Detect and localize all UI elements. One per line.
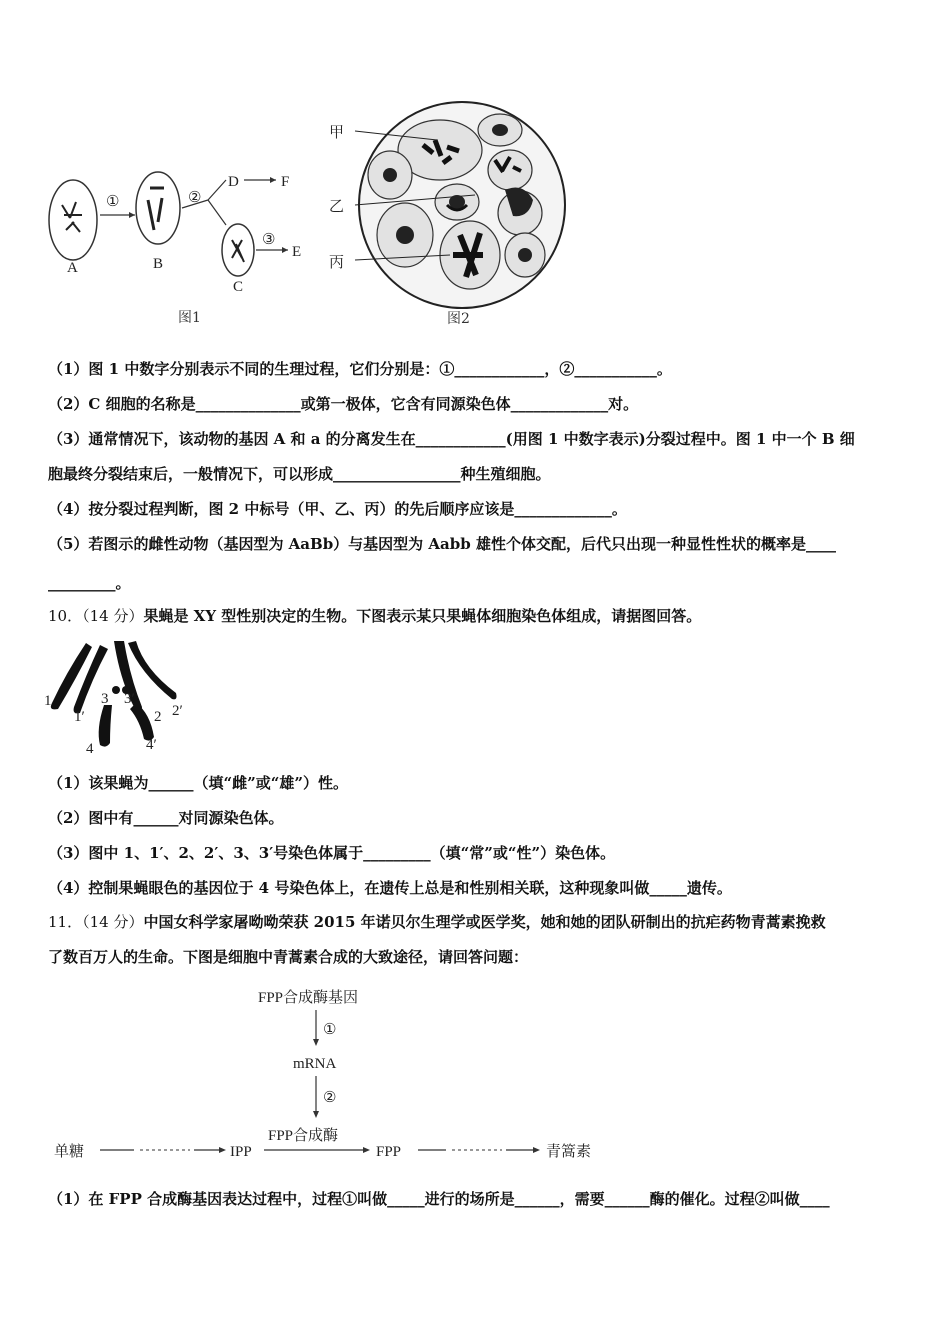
q10-stem-text: 果蝇是 XY 型性别决定的生物。下图表示某只果蝇体细胞染色体组成，请据图回答。 <box>143 607 702 625</box>
pathway-enzyme: FPP合成酶 <box>268 1128 339 1144</box>
q11-number: 11． <box>48 913 83 931</box>
label-yi: 乙 <box>329 199 345 215</box>
cell-b <box>136 172 180 244</box>
q9-part-5b: _________。 <box>48 574 131 592</box>
q10-stem <box>48 605 701 627</box>
q10-score: （14 分） <box>82 607 144 625</box>
q10-part-4: （4）控制果蝇眼色的基因位于 4 号染色体上，在遗传上总是和性别相关联，这种现象叫做_____遗传。 <box>48 879 732 897</box>
chromosomes <box>51 641 177 747</box>
pathway-step-2: ② <box>323 1090 337 1106</box>
q11-part-1: （1）在 FPP 合成酶基因表达过程中，过程①叫做_____进行的场所是______，需要______酶的催化。过程②叫做____ <box>48 1190 830 1208</box>
label-f: F <box>281 174 290 190</box>
label-d: D <box>228 174 239 190</box>
q11-stem-b: 了数百万人的生命。下图是细胞中青蒿素合成的大致途径，请回答问题： <box>48 948 529 966</box>
q11-stem-a <box>48 911 826 933</box>
pathway-fpp: FPP <box>376 1144 402 1160</box>
pathway-step-1: ① <box>323 1022 337 1038</box>
label-e: E <box>292 244 302 260</box>
pathway-artemisinin: 青篙素 <box>546 1144 592 1160</box>
fig2-caption: 图2 <box>447 311 470 327</box>
fig1-caption: 图1 <box>178 310 201 326</box>
step-2-label: ② <box>188 190 202 206</box>
fly-label-3: 3 <box>101 691 109 707</box>
q10-part-3: （3）图中 1、1′、2、2′、3、3′号染色体属于_________（填“常”或“性”）染色体。 <box>48 844 616 862</box>
fly-label-4: 4 <box>86 741 94 757</box>
pathway-sugar: 单糖 <box>54 1144 85 1160</box>
q9-part-5a: （5）若图示的雌性动物（基因型为 AaBb）与基因型为 Aabb 雄性个体交配，后代只出现一种显性性状的概率是____ <box>48 535 836 553</box>
fly-label-1: 1 <box>44 693 52 709</box>
artemisinin-pathway <box>50 982 620 1167</box>
step-1-label: ① <box>106 194 120 210</box>
cell-a <box>49 180 97 260</box>
figure-2 <box>325 95 570 330</box>
fly-label-3p: 3′ <box>124 691 135 707</box>
cell-a-chromosomes <box>62 202 82 232</box>
pathway-ipp: IPP <box>230 1144 252 1160</box>
step-3-label: ③ <box>262 232 276 248</box>
figure-1 <box>40 160 330 330</box>
q9-part-3a: （3）通常情况下，该动物的基因 A 和 a 的分离发生在____________(用图 1 中数字表示)分裂过程中。图 1 中一个 B 细 <box>48 430 855 448</box>
label-bing: 丙 <box>329 255 345 271</box>
q11-score: （14 分） <box>82 913 144 931</box>
label-b: B <box>153 256 164 272</box>
fly-label-4p: 4′ <box>146 737 157 753</box>
q9-part-2: （2）C 细胞的名称是______________或第一极体，它含有同源染色体_____________对。 <box>48 395 639 413</box>
label-c: C <box>233 279 244 295</box>
label-jia: 甲 <box>329 125 345 141</box>
fly-label-1p: 1′ <box>74 709 85 725</box>
pathway-mrna: mRNA <box>293 1056 337 1072</box>
q10-part-2: （2）图中有______对同源染色体。 <box>48 809 284 827</box>
q9-part-4: （4）按分裂过程判断，图 2 中标号（甲、乙、丙）的先后顺序应该是_____________。 <box>48 500 627 518</box>
fly-label-2p: 2′ <box>172 703 183 719</box>
pathway-gene: FPP合成酶基因 <box>258 990 359 1006</box>
fly-chromosomes-figure <box>42 635 192 760</box>
q9-part-1: （1）图 1 中数字分别表示不同的生理过程，它们分别是：①____________，②___________。 <box>48 360 672 378</box>
fly-label-2: 2 <box>154 709 162 725</box>
cell-b-chromosomes <box>148 188 164 230</box>
q9-part-3b: 胞最终分裂结束后，一般情况下，可以形成_________________种生殖细胞。 <box>48 465 551 483</box>
label-a: A <box>67 260 78 276</box>
q10-part-1: （1）该果蝇为______（填“雌”或“雄”）性。 <box>48 774 348 792</box>
q11-stem-text-a: 中国女科学家屠呦呦荣获 2015 年诺贝尔生理学或医学奖，她和她的团队研制出的抗疟药物青蒿素挽救 <box>143 913 826 931</box>
cell-c-chromosomes <box>232 240 244 262</box>
q10-number: 10． <box>48 607 83 625</box>
